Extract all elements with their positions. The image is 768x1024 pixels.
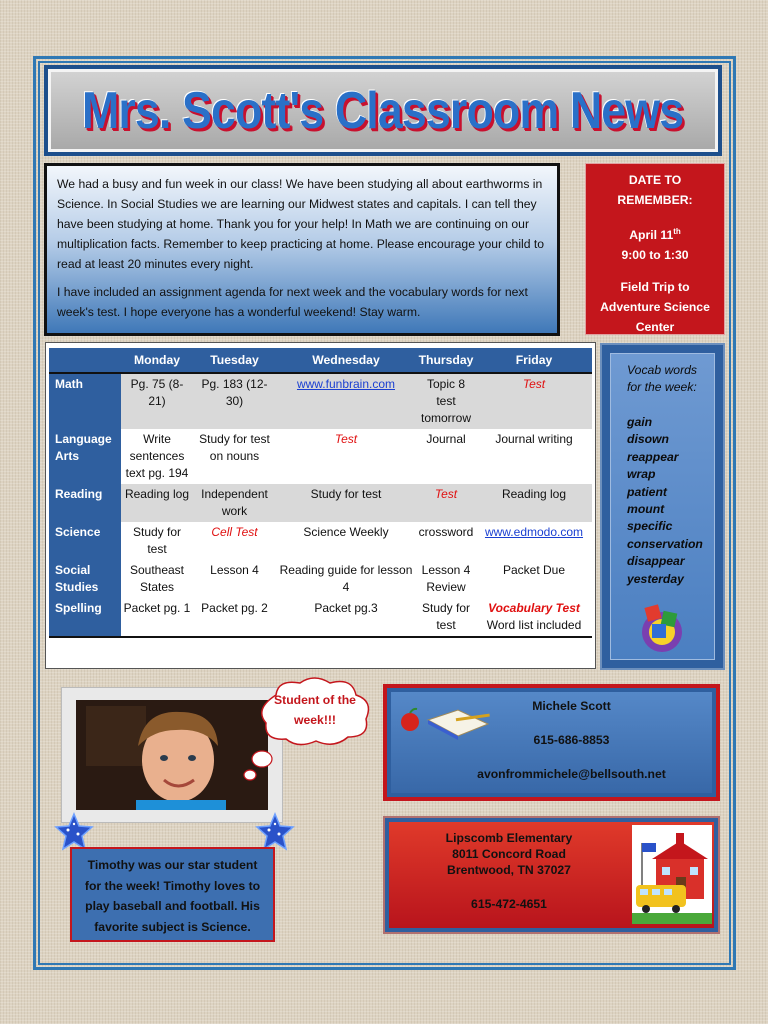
agenda-cell: Packet Due [502,563,566,577]
date-value: April 11 [629,228,674,243]
school-phone: 615-472-4651 [471,897,547,911]
teacher-phone: 615-686-8853 [533,733,610,747]
vocab-word: yesterday [627,571,684,586]
intro-paragraph-2: I have included an assignment agenda for next week and the vocabulary words for next week's test. I hope everyone has a wonderful weekend! Stay warm. [57,285,528,319]
agenda-cell: Study for test [276,484,416,522]
agenda-cell: Packet pg.3 [276,598,416,637]
date-to-remember-box [585,163,725,335]
agenda-cell: Topic 8 test tomorrow [416,373,476,429]
word-list-note: Word list included [486,618,582,632]
vocab-word: specific [627,519,673,534]
agenda-cell: Pg. 75 (8-21) [121,373,193,429]
school-address-1: 8011 Concord Road [452,847,566,861]
book-apple-icon [398,690,490,748]
agenda-row-science [49,522,592,560]
agenda-row-reading [49,484,592,522]
agenda-cell: Journal [426,432,466,446]
teacher-email[interactable]: avonfrommichele@bellsouth.net [477,767,666,781]
agenda-subject: Reading [49,484,121,522]
agenda-cell [476,522,592,560]
vocab-word: patient [627,484,667,499]
agenda-cell: Packet pg. 1 [121,598,193,637]
agenda-cell [476,373,592,429]
agenda-subject: Science [49,522,121,560]
agenda-cell: Write sentences text pg. 194 [125,432,189,480]
vocab-word: wrap [627,467,656,482]
thought-bubble-tail [240,745,276,785]
agenda-subject: Math [49,373,121,429]
agenda-subject: Language Arts [49,429,121,484]
vocab-word: disown [627,432,669,447]
date-event: Field Trip to Adventure Science Center [600,280,710,335]
agenda-cell: Pg. 183 (12-30) [193,373,276,429]
star-icon [255,812,295,852]
intro-box [44,163,560,336]
vocab-heading: Vocab words for the week: [627,363,698,394]
agenda-cell: Lesson 4 Review [421,563,471,594]
cell-test-label: Cell Test [211,525,258,539]
agenda-cell [416,484,476,522]
student-caption: Timothy was our star student for the week! Timothy loves to play baseball and football. His favorite subject is Science. [70,847,275,942]
date-suffix: th [673,227,681,236]
agenda-row-spelling [49,598,592,637]
agenda-panel [45,342,596,669]
abc-blocks-icon [632,598,692,658]
title-banner [44,65,722,156]
vocab-word: gain [627,415,653,429]
school-text [389,830,629,912]
agenda-header-row [49,348,592,373]
agenda-cell: Lesson 4 [210,563,259,577]
agenda-cell: Southeast States [129,563,185,594]
agenda-header-wednesday: Wednesday [276,348,416,373]
edmodo-link[interactable]: www.edmodo.com [484,525,584,539]
title-banner-inner [48,69,718,152]
agenda-cell: Packet pg. 2 [193,598,276,637]
vocab-word: disappear [627,554,685,569]
intro-paragraph-1: We had a busy and fun week in our class! We have been studying all about earthworms in Science. In Social Studies we are learning our Midwest states and capitals. I can tell they have been studying at home. Thank you for your help! In Math we are continuing on our multiplication facts. Remember to keep practicing at home. Please encourage your child to read at least 20 minutes every night. [57,177,545,271]
newsletter-title: Mrs. Scott's Classroom News [82,81,684,140]
test-label: Test [522,377,546,391]
agenda-cell: Reading guide for lesson 4 [279,563,413,594]
agenda-cell: Journal writing [495,432,573,446]
agenda-row-language-arts [49,429,592,484]
agenda-subject: Spelling [49,598,121,637]
schoolhouse-icon [632,825,712,924]
agenda-cell: Science Weekly [303,525,389,539]
agenda-cell [193,522,276,560]
agenda-cell: Study for test [132,525,182,556]
funbrain-link[interactable]: www.funbrain.com [296,377,396,391]
date-time: 9:00 to 1:30 [621,248,689,263]
agenda-row-math [49,373,592,429]
star-icon [54,812,94,852]
agenda-cell [276,373,416,429]
agenda-cell: crossword [418,525,474,539]
date-heading: DATE TO REMEMBER: [617,173,693,207]
agenda-cell: Study for test on nouns [199,432,270,463]
agenda-header-monday: Monday [121,348,193,373]
vocab-word: reappear [627,449,679,464]
agenda-subject: Social Studies [49,560,121,598]
agenda-cell: Study for test [416,598,476,637]
agenda-header-thursday: Thursday [416,348,476,373]
teacher-name: Michele Scott [532,699,611,713]
agenda-table [49,348,592,638]
school-name: Lipscomb Elementary [445,831,573,845]
agenda-cell [276,429,416,484]
test-label: Test [334,432,358,446]
agenda-cell: Reading log [476,484,592,522]
agenda-cell: Reading log [121,484,193,522]
agenda-cell: Independent work [193,484,276,522]
test-label: Test [434,487,458,501]
vocab-word: mount [627,502,665,517]
vocabulary-test-label: Vocabulary Test [488,601,580,615]
agenda-row-social-studies [49,560,592,598]
school-address-2: Brentwood, TN 37027 [447,863,571,877]
agenda-header-subject [49,348,121,373]
vocab-word: conservation [627,536,703,551]
student-of-week-label: Student of the week!!! [274,693,356,727]
date-line [586,222,724,245]
agenda-header-tuesday: Tuesday [193,348,276,373]
agenda-cell [476,598,592,637]
agenda-header-friday: Friday [476,348,592,373]
